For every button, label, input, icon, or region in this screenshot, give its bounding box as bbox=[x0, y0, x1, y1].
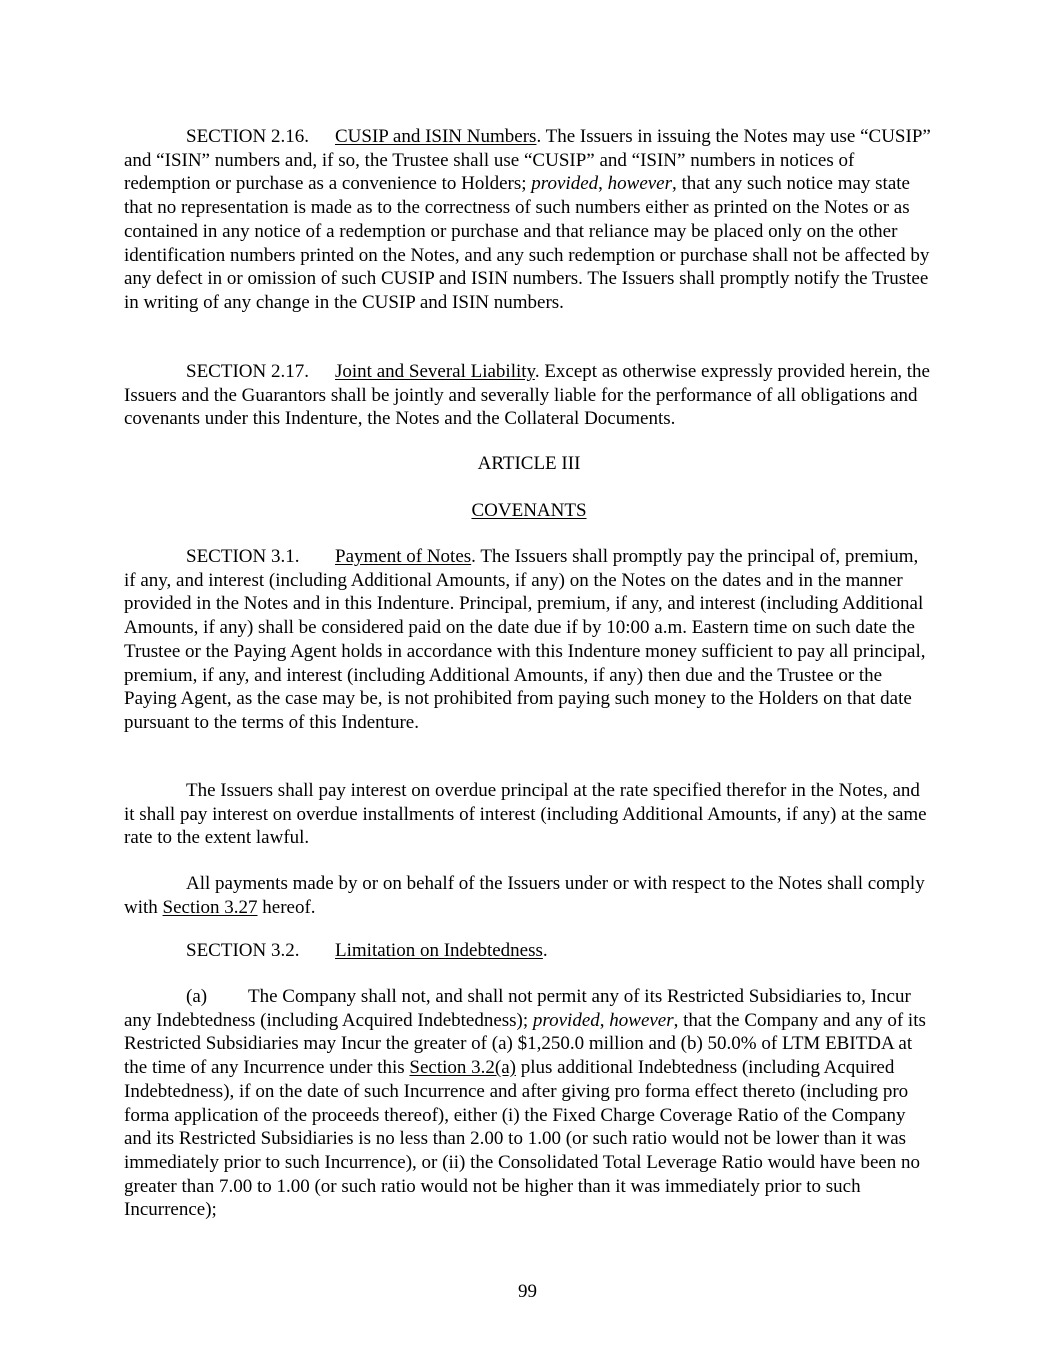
section-title: CUSIP and ISIN Numbers bbox=[335, 126, 537, 147]
section-title: Limitation on Indebtedness bbox=[335, 940, 543, 961]
page-number: 99 bbox=[518, 1281, 537, 1302]
body-text: , bbox=[599, 1009, 610, 1031]
body-text: , that the Company and any of its Restricted Subsidiaries may Incur the greater of (a) $1,250.0 million and (b) 50.0% of LTM EBITDA at the time of any Incurrence under this bbox=[124, 1009, 926, 1079]
section-reference: Section 3.2(a) bbox=[409, 1057, 516, 1079]
section-2-16-paragraph bbox=[124, 125, 934, 315]
section-2-17-paragraph bbox=[124, 360, 934, 431]
body-text: . bbox=[542, 940, 548, 961]
section-number: SECTION 2.16. bbox=[186, 126, 309, 147]
section-title: Payment of Notes bbox=[335, 546, 472, 567]
article-heading: ARTICLE III bbox=[477, 453, 581, 474]
body-text: , bbox=[598, 173, 608, 195]
italic-term: provided bbox=[532, 1009, 600, 1031]
body-text: . The Issuers in issuing the Notes may use “CUSIP” and “ISIN” numbers and, if so, the Trustee shall use “CUSIP” and “ISIN” numbers in notices of redemption or purchase as a convenience to Holders; bbox=[124, 126, 931, 195]
body-text: plus additional Indebtedness (including Acquired Indebtedness), if on the date of such Incurrence and after giving pro forma effect thereto (including pro forma application of the proceeds thereof), either (i) the Fixed Charge Coverage Ratio of the Company and its Restricted Subsidiaries is no less than 2.00 to 1.00 (or such ratio would not be lower than it was immediately prior to such Incurrence), or (ii) the Consolidated Total Leverage Ratio would have been no greater than 7.00 to 1.00 (or such ratio would not be higher than it was immediately prior to such Incurrence); bbox=[124, 1057, 921, 1221]
subsection-label: (a) bbox=[186, 986, 208, 1007]
body-text: All payments made by or on behalf of the Issuers under or with respect to the Notes shall comply with bbox=[124, 873, 925, 918]
section-reference: Section 3.27 bbox=[162, 896, 258, 918]
body-text: . The Issuers shall promptly pay the principal of, premium, if any, and interest (including Additional Amounts, if any) on the Notes on the dates and in the manner provided in the Notes and in this Indenture. Principal, premium, if any, and interest (including Additional Amounts, if any) shall be considered paid on the date due if by 10:00 a.m. Eastern time on such date the Trustee or the Paying Agent holds in accordance with this Indenture money sufficient to pay all principal, premium, if any, and interest (including Additional Amounts, if any) then due and the Trustee or the Paying Agent, as the case may be, is not prohibited from paying such money to the Holders on that date pursuant to the terms of this Indenture. bbox=[124, 546, 926, 733]
section-3-2-a-paragraph bbox=[124, 985, 934, 1222]
article-title: COVENANTS bbox=[471, 500, 587, 521]
payments-paragraph bbox=[124, 872, 934, 919]
overdue-interest-paragraph bbox=[124, 779, 934, 850]
body-text: The Company shall not, and shall not permit any of its Restricted Subsidiaries to, Incur any Indebtedness (including Acquired Indebtedness); bbox=[124, 986, 911, 1031]
section-number: SECTION 3.2. bbox=[186, 940, 300, 961]
italic-term: provided bbox=[531, 173, 599, 195]
section-number: SECTION 2.17. bbox=[186, 361, 309, 382]
section-3-1-paragraph bbox=[124, 545, 934, 735]
section-number: SECTION 3.1. bbox=[186, 546, 300, 567]
body-text: The Issuers shall pay interest on overdue principal at the rate specified therefor in the Notes, and it shall pay interest on overdue installments of interest (including Additional Amounts, if any) at the same rate to the extent lawful. bbox=[124, 780, 927, 849]
section-title: Joint and Several Liability bbox=[335, 361, 535, 382]
italic-term: however bbox=[609, 1009, 674, 1031]
italic-term: however bbox=[607, 173, 673, 195]
body-text: . Except as otherwise expressly provided herein, the Issuers and the Guarantors shall be jointly and severally liable for the performance of all obligations and covenants under this Indenture, the Notes and the Collateral Documents. bbox=[124, 361, 930, 430]
body-text: , that any such notice may state that no representation is made as to the correctness of such numbers either as printed on the Notes or as contained in any notice of a redemption or purchase and that reliance may be placed only on the other identification numbers printed on the Notes, and any such redemption or purchase shall not be affected by any defect in or omission of such CUSIP and ISIN numbers. The Issuers shall promptly notify the Trustee in writing of any change in the CUSIP and ISIN numbers. bbox=[124, 173, 930, 313]
section-3-2-heading bbox=[124, 939, 934, 963]
body-text: hereof. bbox=[257, 896, 316, 918]
